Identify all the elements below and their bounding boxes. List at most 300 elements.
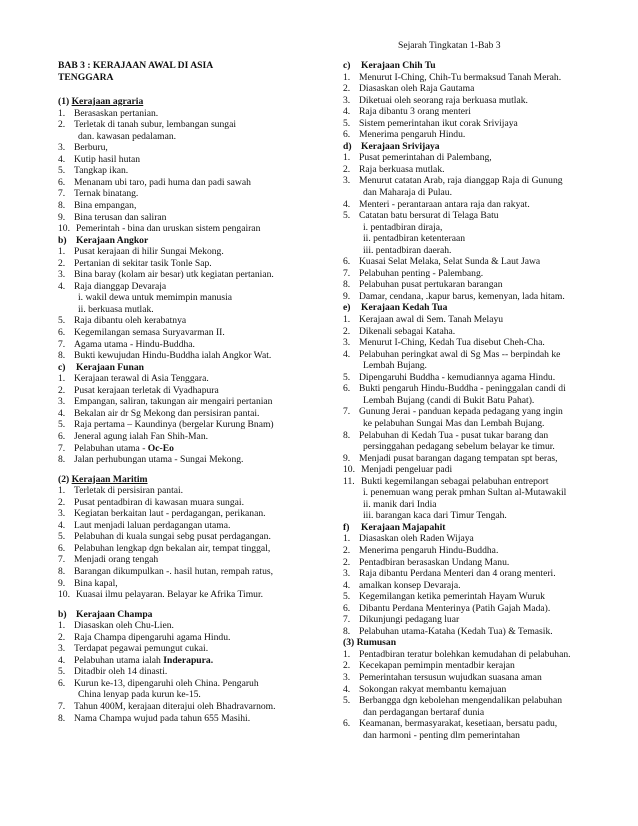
list-item bbox=[343, 568, 608, 580]
item-number: 7. bbox=[58, 338, 66, 350]
list-item bbox=[343, 487, 608, 499]
list-item bbox=[343, 326, 608, 338]
list-item bbox=[58, 165, 320, 177]
item-number: 3. bbox=[343, 94, 351, 106]
list-item bbox=[58, 554, 320, 566]
item-number: 7. bbox=[58, 700, 66, 712]
list-item bbox=[58, 327, 320, 339]
item-number: 7. bbox=[343, 614, 351, 626]
item-number: 1. bbox=[343, 648, 351, 660]
item-text: Bekalan air dr Sg Mekong dan persisiran pantai. bbox=[74, 407, 260, 419]
item-number: 5. bbox=[343, 210, 351, 222]
list-item bbox=[58, 566, 320, 578]
item-number: 3. bbox=[343, 337, 351, 349]
list-item bbox=[343, 164, 608, 176]
list-item bbox=[343, 649, 608, 661]
item-number: 6. bbox=[58, 327, 66, 339]
kedahtua-list bbox=[343, 314, 608, 522]
page-header: Sejarah Tingkatan 1-Bab 3 bbox=[398, 40, 501, 51]
item-text: Diasaskan oleh Raja Gautama bbox=[359, 83, 475, 95]
item-number: 6. bbox=[58, 176, 66, 188]
maritim-list bbox=[58, 485, 320, 600]
item-text: Pentadbiran teratur bolehkan kemudahan di pelabuhan. bbox=[359, 648, 571, 660]
item-number: 3. bbox=[58, 142, 66, 154]
item-text: Raja Champa dipengaruhi agama Hindu. bbox=[74, 631, 231, 643]
item-text: Kecekapan pemimpin mentadbir kerajan bbox=[359, 660, 515, 672]
item-text: Raja dibantu Perdana Menteri dan 4 orang menteri. bbox=[359, 568, 556, 580]
item-text: ii. manik dari India bbox=[363, 498, 437, 510]
item-text: iii. barangan kaca dari Timur Tengah. bbox=[363, 510, 507, 522]
item-number: 2. bbox=[343, 163, 351, 175]
list-item bbox=[343, 199, 608, 211]
item-text: Barangan dikumpulkan -. hasil hutan, rempah ratus, bbox=[74, 565, 274, 577]
item-text: Pelabuhan utama - bbox=[74, 442, 148, 454]
item-number: 1. bbox=[58, 485, 66, 497]
item-text: Menerima pengaruh Hindu. bbox=[359, 129, 466, 141]
item-text: Empangan, saliran, takungan air mengairi pertanian bbox=[74, 396, 273, 408]
item-number: 8. bbox=[343, 279, 351, 291]
item-text: Kerajaan awal di Sem. Tanah Melayu bbox=[359, 314, 504, 326]
list-item bbox=[343, 383, 608, 395]
item-text: Catatan batu bersurat di Telaga Batu bbox=[359, 210, 499, 222]
item-number: 9. bbox=[343, 290, 351, 302]
list-item bbox=[58, 339, 320, 351]
item-text: Kegemilangan ketika pemerintah Hayam Wuruk bbox=[359, 591, 545, 603]
list-item bbox=[343, 256, 608, 268]
list-item bbox=[58, 689, 320, 701]
list-item bbox=[343, 233, 608, 245]
list-item bbox=[343, 291, 608, 303]
list-item bbox=[58, 177, 320, 189]
list-item bbox=[58, 632, 320, 644]
list-item bbox=[343, 129, 608, 141]
agraria-list bbox=[58, 108, 320, 235]
item-number: 5. bbox=[58, 531, 66, 543]
item-number: 1. bbox=[343, 314, 351, 326]
item-number: 9. bbox=[58, 211, 66, 223]
list-item bbox=[58, 431, 320, 443]
item-text: Bukti kewujudan Hindu-Buddha ialah Angkor Wat. bbox=[74, 350, 272, 362]
item-text: Diasaskan oleh Chu-Lien. bbox=[74, 620, 174, 632]
item-text: Jalan perhubungan utama - Sungai Mekong. bbox=[74, 454, 244, 466]
list-item bbox=[58, 497, 320, 509]
item-number: 4. bbox=[58, 654, 66, 666]
list-item bbox=[58, 578, 320, 590]
list-item bbox=[343, 441, 608, 453]
item-number: 2. bbox=[343, 660, 351, 672]
item-text: Pelabuhan di kuala sungai sebg pusat perdagangan. bbox=[74, 531, 271, 543]
item-text: Terletak di tanah subur, lembangan sungai bbox=[74, 119, 236, 131]
item-number: 5. bbox=[343, 591, 351, 603]
item-text: dan. kawasan pedalaman. bbox=[78, 130, 177, 142]
item-number: 1. bbox=[58, 373, 66, 385]
list-item bbox=[58, 589, 320, 601]
item-text: i. wakil dewa untuk memimpin manusia bbox=[78, 292, 233, 304]
item-number: 5. bbox=[58, 165, 66, 177]
left-column bbox=[58, 60, 320, 724]
list-item bbox=[58, 108, 320, 120]
funan-list bbox=[58, 373, 320, 465]
list-item bbox=[343, 395, 608, 407]
item-text: amalkan konsep Devaraja. bbox=[359, 579, 461, 591]
item-text: Diasaskan oleh Raden Wijaya bbox=[359, 533, 474, 545]
list-item bbox=[343, 118, 608, 130]
list-item bbox=[58, 485, 320, 497]
list-item bbox=[58, 408, 320, 420]
list-item bbox=[58, 154, 320, 166]
srivijaya-list bbox=[343, 152, 608, 302]
item-number: 3. bbox=[343, 568, 351, 580]
section-agraria-heading: (1) Kerajaan agraria bbox=[58, 96, 144, 108]
item-text: Sokongan rakyat membantu kemajuan bbox=[359, 683, 507, 695]
list-item bbox=[343, 626, 608, 638]
item-text: Ditadbir oleh 14 dinasti. bbox=[74, 666, 168, 678]
list-item bbox=[58, 419, 320, 431]
list-item bbox=[58, 385, 320, 397]
item-text: Menurut I-Ching, Chih-Tu bermaksud Tanah Merah. bbox=[359, 71, 562, 83]
item-number: 10. bbox=[343, 464, 355, 476]
item-text: Menteri - perantaraan antara raja dan rakyat. bbox=[359, 198, 530, 210]
item-number: 10. bbox=[58, 589, 70, 601]
item-text: Diketuai oleh seorang raja berkuasa mutlak. bbox=[359, 94, 528, 106]
item-number: 7. bbox=[58, 554, 66, 566]
list-item bbox=[58, 396, 320, 408]
list-item bbox=[343, 614, 608, 626]
list-item bbox=[343, 476, 608, 488]
item-number: 5. bbox=[58, 419, 66, 431]
list-item bbox=[343, 580, 608, 592]
item-text: Dikunjungi pedagang luar bbox=[359, 614, 460, 626]
item-text: Bina kapal, bbox=[74, 577, 118, 589]
list-item bbox=[343, 430, 608, 442]
list-item bbox=[343, 660, 608, 672]
chapter-title: BAB 3 : KERAJAAN AWAL DI ASIA bbox=[58, 60, 214, 71]
item-text: persinggahan pedagang sebelum belayar ke timur. bbox=[363, 441, 555, 453]
list-item bbox=[343, 83, 608, 95]
item-number: 4. bbox=[58, 280, 66, 292]
item-number: 7. bbox=[58, 442, 66, 454]
item-number: 4. bbox=[343, 683, 351, 695]
item-text: Bina baray (kolam air besar) utk kegiatan pertanian. bbox=[74, 269, 274, 281]
item-text: Keamanan, bermasyarakat, kesetiaan, bersatu padu, bbox=[359, 718, 558, 730]
inderapura-port: Inderapura. bbox=[163, 654, 214, 666]
item-number: 6. bbox=[343, 129, 351, 141]
item-text: Gunung Jerai - panduan kepada pedagang yang ingin bbox=[359, 406, 563, 418]
list-item bbox=[343, 718, 608, 730]
item-number: 4. bbox=[343, 348, 351, 360]
list-item bbox=[58, 315, 320, 327]
list-item bbox=[343, 684, 608, 696]
item-number: 3. bbox=[58, 508, 66, 520]
list-item bbox=[58, 212, 320, 224]
list-item bbox=[343, 95, 608, 107]
item-number: 1. bbox=[343, 533, 351, 545]
kedahtua-heading: e) Kerajaan Kedah Tua bbox=[343, 302, 448, 314]
item-text: Menurut I-Ching, Kedah Tua disebut Cheh-Cha. bbox=[359, 337, 545, 349]
list-item bbox=[58, 304, 320, 316]
item-number: 6. bbox=[58, 430, 66, 442]
item-text: Pelabuhan lengkap dgn bekalan air, tempat tinggal, bbox=[74, 542, 271, 554]
oceo-port: Oc-Eo bbox=[147, 442, 174, 454]
list-item bbox=[58, 142, 320, 154]
item-number: 2. bbox=[58, 496, 66, 508]
chihtu-heading: c) Kerajaan Chih Tu bbox=[343, 60, 436, 71]
list-item bbox=[58, 281, 320, 293]
item-number: 2. bbox=[343, 83, 351, 95]
item-text: Pelabuhan peringkat awal di Sg Mas -- berpindah ke bbox=[359, 348, 561, 360]
item-text: ii. berkuasa mutlak. bbox=[78, 303, 154, 315]
item-number: 3. bbox=[58, 643, 66, 655]
list-item bbox=[343, 406, 608, 418]
item-number: 8. bbox=[343, 429, 351, 441]
item-text: Pemerintah - bina dan uruskan sistem pengairan bbox=[76, 223, 261, 235]
item-text: Raja dibantu oleh kerabatnya bbox=[74, 315, 187, 327]
item-number: 4. bbox=[343, 579, 351, 591]
item-number: 7. bbox=[343, 267, 351, 279]
item-text: Bukti pengaruh Hindu-Buddha - peninggalan candi di bbox=[359, 383, 566, 395]
list-item bbox=[58, 643, 320, 655]
item-text: Menerima pengaruh Hindu-Buddha. bbox=[359, 544, 499, 556]
list-item bbox=[343, 557, 608, 569]
item-text: Laut menjadi laluan perdagangan utama. bbox=[74, 519, 231, 531]
item-text: Pentadbiran berasaskan Undang Manu. bbox=[359, 556, 510, 568]
list-item bbox=[58, 373, 320, 385]
list-item bbox=[343, 695, 608, 707]
list-item bbox=[343, 106, 608, 118]
item-text: dan perdagangan bertaraf dunia bbox=[363, 706, 485, 718]
item-number: 5. bbox=[343, 117, 351, 129]
item-text: Dikenali sebagai Kataha. bbox=[359, 325, 456, 337]
champa-heading: b) Kerajaan Champa bbox=[58, 608, 153, 620]
item-text: Dibantu Perdana Menterinya (Patih Gajah Mada). bbox=[359, 602, 551, 614]
item-text: Tahun 400M, kerajaan diterajui oleh Bhadravarnom. bbox=[74, 700, 276, 712]
item-number: 2. bbox=[58, 631, 66, 643]
list-item bbox=[343, 337, 608, 349]
item-text: Pemerintahan tersusun wujudkan suasana aman bbox=[359, 671, 542, 683]
list-item bbox=[58, 454, 320, 466]
item-number: 8. bbox=[58, 712, 66, 724]
item-number: 9. bbox=[343, 452, 351, 464]
list-item bbox=[343, 730, 608, 742]
item-number: 4. bbox=[58, 519, 66, 531]
list-item bbox=[343, 349, 608, 361]
item-number: 4. bbox=[343, 106, 351, 118]
list-item bbox=[58, 701, 320, 713]
item-number: 1. bbox=[58, 246, 66, 258]
list-item bbox=[343, 499, 608, 511]
item-number: 6. bbox=[58, 677, 66, 689]
item-number: 6. bbox=[343, 256, 351, 268]
champa-list bbox=[58, 620, 320, 724]
item-number: 1. bbox=[343, 152, 351, 164]
item-text: Ternak binatang. bbox=[74, 188, 139, 200]
item-text: iii. pentadbiran daerah. bbox=[363, 244, 452, 256]
list-item bbox=[343, 603, 608, 615]
item-text: Jeneral agung ialah Fan Shih-Man. bbox=[74, 430, 209, 442]
list-item bbox=[343, 279, 608, 291]
item-number: 4. bbox=[58, 407, 66, 419]
list-item bbox=[58, 531, 320, 543]
item-number: 10. bbox=[58, 223, 70, 235]
item-text: Dipengaruhi Buddha - kemudiannya agama Hindu. bbox=[359, 371, 556, 383]
list-item bbox=[343, 268, 608, 280]
list-item bbox=[58, 119, 320, 131]
item-number: 4. bbox=[343, 198, 351, 210]
list-item bbox=[58, 520, 320, 532]
funan-heading: c) Kerajaan Funan bbox=[58, 361, 144, 373]
item-text: Bina terusan dan saliran bbox=[74, 211, 167, 223]
list-item bbox=[343, 314, 608, 326]
list-item bbox=[58, 269, 320, 281]
item-text: Pusat kerajaan terletak di Vyadhapura bbox=[74, 384, 219, 396]
list-item bbox=[58, 292, 320, 304]
item-text: Damar, cendana, .kapur barus, kemenyan, lada hitam. bbox=[359, 290, 565, 302]
item-text: Menanam ubi taro, padi huma dan padi sawah bbox=[74, 176, 251, 188]
list-item bbox=[343, 672, 608, 684]
item-text: Pelabuhan pusat pertukaran barangan bbox=[359, 279, 503, 291]
list-item bbox=[58, 543, 320, 555]
right-column bbox=[343, 60, 608, 741]
item-text: Kuasai Selat Melaka, Selat Sunda & Laut Jawa bbox=[359, 256, 541, 268]
item-text: Terletak di persisiran pantai. bbox=[74, 485, 184, 497]
item-number: 6. bbox=[343, 602, 351, 614]
item-number: 2. bbox=[58, 384, 66, 396]
list-item bbox=[343, 464, 608, 476]
item-text: Raja dibantu 3 orang menteri bbox=[359, 106, 471, 118]
item-text: Pelabuhan penting - Palembang. bbox=[359, 267, 484, 279]
item-number: 2. bbox=[343, 556, 351, 568]
list-item bbox=[58, 350, 320, 362]
item-number: 7. bbox=[58, 188, 66, 200]
chihtu-list bbox=[343, 72, 608, 141]
item-number: 3. bbox=[58, 269, 66, 281]
item-text: Lembah Bujang. bbox=[363, 360, 427, 372]
list-item bbox=[58, 223, 320, 235]
item-text: Raja dianggap Devaraja bbox=[74, 280, 167, 292]
list-item bbox=[58, 713, 320, 725]
list-item bbox=[58, 131, 320, 143]
list-item bbox=[58, 666, 320, 678]
item-number: 2. bbox=[343, 325, 351, 337]
list-item bbox=[58, 620, 320, 632]
item-number: 8. bbox=[58, 350, 66, 362]
item-number: 1. bbox=[343, 71, 351, 83]
item-text: Berburu, bbox=[74, 142, 108, 154]
item-number: 4. bbox=[58, 153, 66, 165]
majapahit-heading: f) Kerajaan Majapahit bbox=[343, 521, 446, 533]
list-item bbox=[58, 258, 320, 270]
item-number: 3. bbox=[58, 396, 66, 408]
list-item bbox=[343, 245, 608, 257]
srivijaya-heading: d) Kerajaan Srivijaya bbox=[343, 140, 440, 152]
item-text: Pelabuhan utama-Kataha (Kedah Tua) & Temasik. bbox=[359, 625, 553, 637]
list-item bbox=[343, 591, 608, 603]
list-item bbox=[58, 443, 320, 455]
item-text: Terdapat pegawai pemungut cukai. bbox=[74, 643, 209, 655]
list-item bbox=[343, 175, 608, 187]
item-number: 8. bbox=[58, 200, 66, 212]
item-number: 7. bbox=[343, 406, 351, 418]
item-number: 5. bbox=[343, 695, 351, 707]
item-number: 5. bbox=[58, 666, 66, 678]
item-number: 8. bbox=[58, 454, 66, 466]
item-text: Kegemilangan semasa Suryavarman II. bbox=[74, 327, 225, 339]
item-text: i. pentadbiran diraja, bbox=[363, 221, 443, 233]
item-text: i. penemuan wang perak pmhan Sultan al-Mutawakil bbox=[363, 487, 567, 499]
item-number: 2. bbox=[58, 119, 66, 131]
list-item bbox=[343, 510, 608, 522]
item-number: 5. bbox=[343, 371, 351, 383]
list-item bbox=[58, 246, 320, 258]
item-text: dan harmoni - penting dlm pemerintahan bbox=[363, 729, 520, 741]
item-text: Kuasai ilmu pelayaran. Belayar ke Afrika Timur. bbox=[76, 589, 264, 601]
list-item bbox=[343, 545, 608, 557]
rumusan-heading: (3) Rumusan bbox=[343, 637, 397, 649]
item-text: Kutip hasil hutan bbox=[74, 153, 141, 165]
item-number: 3. bbox=[343, 671, 351, 683]
list-item bbox=[58, 508, 320, 520]
item-text: Raja berkuasa mutlak. bbox=[359, 163, 445, 175]
list-item bbox=[343, 533, 608, 545]
item-text: Pelabuhan utama ialah bbox=[74, 654, 164, 666]
item-text: Berasaskan pertanian. bbox=[74, 107, 159, 119]
item-text: Agama utama - Hindu-Buddha. bbox=[74, 338, 195, 350]
item-text: Nama Champa wujud pada tahun 655 Masihi. bbox=[74, 712, 251, 724]
item-text: ke pelabuhan Sungai Mas dan Lembah Bujang. bbox=[363, 417, 545, 429]
list-item bbox=[58, 200, 320, 212]
list-item bbox=[343, 453, 608, 465]
list-item bbox=[343, 72, 608, 84]
item-text: Bina empangan, bbox=[74, 200, 137, 212]
item-number: 8. bbox=[343, 625, 351, 637]
list-item bbox=[343, 152, 608, 164]
item-number: 11. bbox=[343, 475, 355, 487]
item-number: 6. bbox=[343, 718, 351, 730]
item-text: Berbangga dgn kebolehan mengendalikan pelabuhan bbox=[359, 695, 562, 707]
item-text: Pusat kerajaan di hilir Sungai Mekong. bbox=[74, 246, 224, 258]
item-text: Pertanian di sekitar tasik Tonle Sap. bbox=[74, 257, 212, 269]
list-item bbox=[58, 678, 320, 690]
list-item bbox=[343, 360, 608, 372]
list-item bbox=[343, 187, 608, 199]
item-text: Menjadi pusat barangan dagang tempatan spt beras, bbox=[359, 452, 558, 464]
item-text: Menjadi pengeluar padi bbox=[361, 464, 453, 476]
item-text: Kerajaan terawal di Asia Tenggara. bbox=[74, 373, 209, 385]
item-text: Menurut catatan Arab, raja dianggap Raja di Gunung bbox=[359, 175, 563, 187]
item-text: ii. pentadbiran ketenteraan bbox=[363, 233, 466, 245]
item-text: Raja pertama – Kaundinya (bergelar Kurung Bnam) bbox=[74, 419, 274, 431]
item-text: Kurun ke-13, dipengaruhi oleh China. Pengaruh bbox=[74, 677, 259, 689]
item-number: 8. bbox=[58, 565, 66, 577]
item-text: Lembah Bujang (candi di Bukit Batu Pahat). bbox=[363, 394, 535, 406]
item-text: China lenyap pada kurun ke-15. bbox=[78, 689, 201, 701]
list-item bbox=[58, 188, 320, 200]
item-number: 6. bbox=[343, 383, 351, 395]
item-text: Menjadi orang tengah bbox=[74, 554, 159, 566]
item-number: 9. bbox=[58, 577, 66, 589]
chapter-title-cont: TENGGARA bbox=[58, 71, 114, 83]
item-text: Pusat pentadbiran di kawasan muara sungai. bbox=[74, 496, 244, 508]
item-number: 2. bbox=[58, 257, 66, 269]
majapahit-list bbox=[343, 533, 608, 637]
angkor-heading: b) Kerajaan Angkor bbox=[58, 234, 149, 246]
list-item bbox=[58, 655, 320, 667]
list-item bbox=[343, 222, 608, 234]
angkor-list bbox=[58, 246, 320, 361]
list-item bbox=[343, 372, 608, 384]
item-text: Tangkap ikan. bbox=[74, 165, 129, 177]
item-text: Bukti kegemilangan sebagai pelabuhan entreport bbox=[361, 475, 549, 487]
